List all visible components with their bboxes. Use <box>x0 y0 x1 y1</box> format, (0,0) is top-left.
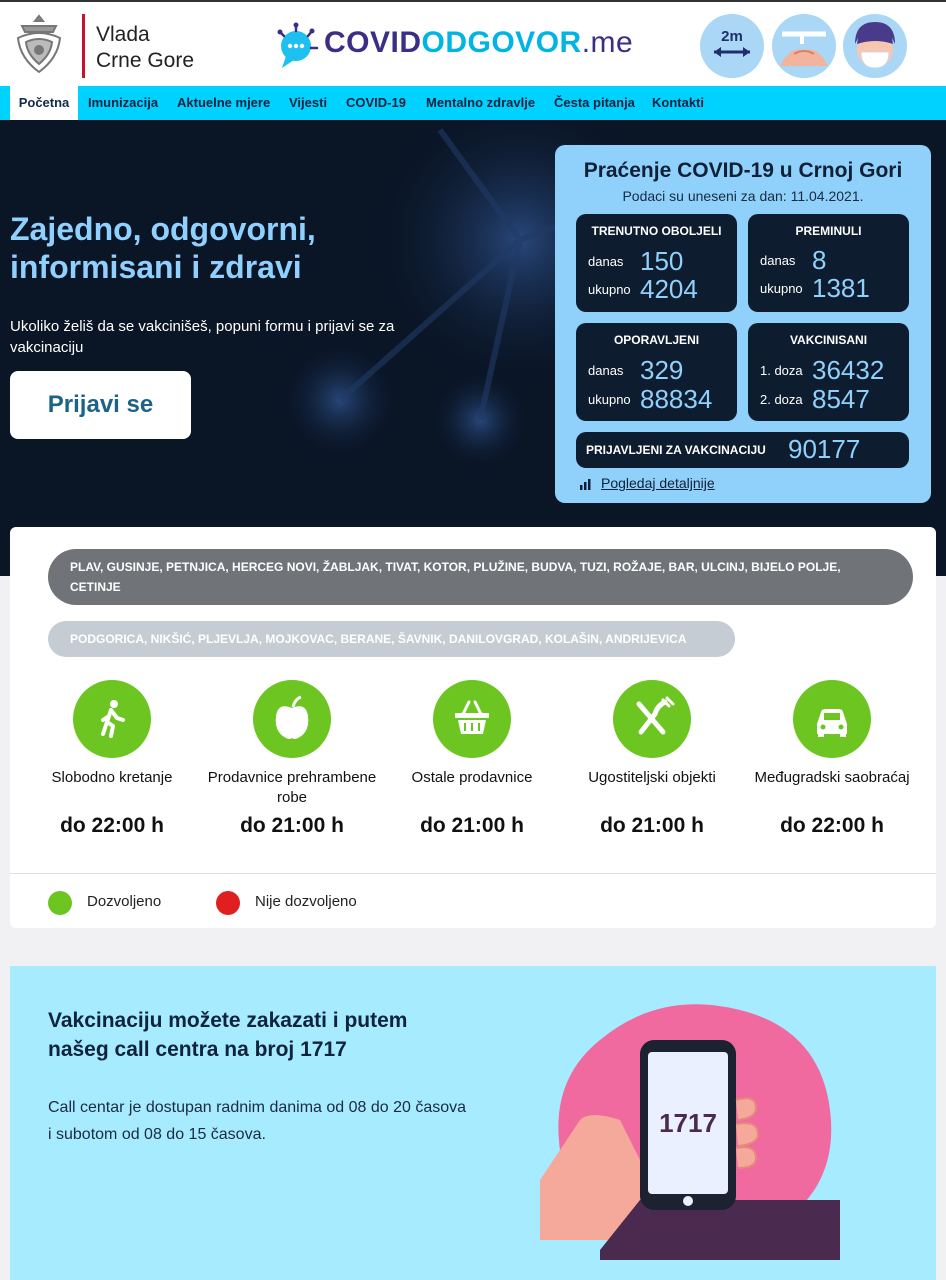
nav-item-covid-19[interactable]: COVID-19 <box>346 95 406 110</box>
measure-item <box>742 680 922 838</box>
measure-item <box>382 680 562 838</box>
main-navigation <box>0 86 946 120</box>
covid-stats-panel <box>555 145 931 503</box>
measure-time: do 22:00 h <box>60 814 164 837</box>
government-name[interactable] <box>96 22 194 74</box>
legend-not-allowed-label: Nije dozvoljeno <box>255 893 357 910</box>
card-vaccinated-label-dose1: 1. doza <box>760 363 803 378</box>
call-center-text <box>48 1094 478 1148</box>
card-recovered-value-total: 88834 <box>640 384 713 414</box>
measure-label: Ugostiteljski objekti <box>588 769 716 786</box>
government-name-line1: Vlada <box>96 23 150 46</box>
card-infected-label-today: danas <box>588 254 624 269</box>
measure-label: Prodavnice prehrambene robe <box>207 769 377 806</box>
card-recovered-label-today: danas <box>588 363 624 378</box>
municipality-group-pill-2[interactable]: PODGORICA, NIKŠIĆ, PLJEVLJA, MOJKOVAC, BERANE, ŠAVNIK, DANILOVGRAD, KOLAŠIN, ANDRIJEVICA <box>48 621 735 657</box>
measure-item <box>562 680 742 838</box>
card-registered-for-vaccination <box>576 432 909 468</box>
virus-chat-bubble-icon <box>276 22 320 70</box>
logo-text <box>324 26 633 60</box>
card-vaccinated-value-dose1: 36432 <box>812 355 885 385</box>
measure-item <box>22 680 202 838</box>
apple-icon <box>253 680 331 758</box>
card-infected-label-total: ukupno <box>588 282 631 297</box>
measure-time: do 21:00 h <box>420 814 524 837</box>
call-center-hours-weekday: Call centar je dostupan radnim danima od 08 do 20 časova <box>48 1099 467 1116</box>
municipality-group-pill-1[interactable]: PLAV, GUSINJE, PETNJICA, HERCEG NOVI, ŽABLJAK, TIVAT, KOTOR, PLUŽINE, BUDVA, TUZI, ROŽAJE, BAR, ULCINJ, BIJELO POLJE, CETINJE <box>48 549 913 605</box>
legend-not-allowed-dot <box>216 891 240 915</box>
legend-allowed-label: Dozvoljeno <box>87 893 162 910</box>
card-infected-value-total: 4204 <box>640 274 698 304</box>
header-separator <box>82 14 85 78</box>
nav-item-cesta-pitanja[interactable]: Česta pitanja <box>554 95 635 110</box>
details-link-text: Pogledaj detaljnije <box>601 475 715 491</box>
site-header <box>0 0 946 86</box>
card-infected-heading: TRENUTNO OBOLJELI <box>591 224 722 238</box>
card-vaccinated-label-dose2: 2. doza <box>760 392 803 407</box>
measure-label: Međugradski saobraćaj <box>754 769 910 786</box>
measure-item <box>202 680 382 838</box>
card-deceased <box>748 214 909 312</box>
distance-label: 2m <box>721 28 743 45</box>
logo-text-domain: .me <box>581 26 634 59</box>
logo-text-odgovor: ODGOVOR <box>421 26 582 59</box>
hero-title: Zajedno, odgovorni, informisani i zdravi <box>10 211 316 285</box>
nav-item-kontakti[interactable]: Kontakti <box>652 95 704 110</box>
call-center-section <box>10 966 936 1280</box>
measure-label: Slobodno kretanje <box>51 769 173 786</box>
measure-time: do 21:00 h <box>600 814 704 837</box>
stats-date: Podaci su uneseni za dan: 11.04.2021. <box>622 188 864 204</box>
card-vaccinated <box>748 323 909 421</box>
measures-divider <box>10 873 936 874</box>
nav-item-imunizacija[interactable]: Imunizacija <box>88 95 159 110</box>
government-name-line2: Crne Gore <box>96 49 195 72</box>
fork-knife-icon <box>613 680 691 758</box>
phone-screen-number: 1717 <box>659 1108 717 1138</box>
card-deceased-label-total: ukupno <box>760 281 803 296</box>
card-recovered-heading: OPORAVLJENI <box>613 333 700 347</box>
logo-text-covid: COVID <box>324 26 422 59</box>
hero-subtitle: Ukoliko želiš da se vakcinišeš, popuni formu i prijavi se za vakcinaciju <box>10 318 395 356</box>
car-icon <box>793 680 871 758</box>
call-center-title: Vakcinaciju možete zakazati i putem našeg call centra na broj 1717 <box>48 1009 408 1061</box>
register-button[interactable]: Prijavi se <box>10 371 191 439</box>
card-deceased-value-today: 8 <box>812 245 827 275</box>
phone-in-hand-illustration <box>540 1000 840 1260</box>
card-deceased-label-today: danas <box>760 253 796 268</box>
montenegro-coat-of-arms-icon[interactable] <box>10 12 68 78</box>
walking-person-icon <box>73 680 151 758</box>
legend-allowed-dot <box>48 891 72 915</box>
card-recovered <box>576 323 737 421</box>
nav-item-aktuelne-mjere[interactable]: Aktuelne mjere <box>177 95 271 110</box>
card-vaccinated-value-dose2: 8547 <box>812 384 870 414</box>
handwashing-icon <box>772 14 836 78</box>
distance-2m-icon <box>700 14 764 78</box>
card-deceased-value-total: 1381 <box>812 273 870 303</box>
call-center-hours-saturday: i subotom od 08 do 15 časova. <box>48 1126 266 1143</box>
card-infected-value-today: 150 <box>640 246 684 276</box>
card-vaccinated-heading: VAKCINISANI <box>789 333 868 347</box>
measure-label: Ostale prodavnice <box>411 769 533 786</box>
registered-value: 90177 <box>788 434 861 464</box>
registered-label: PRIJAVLJENI ZA VAKCINACIJU <box>586 443 766 457</box>
nav-item-mentalno-zdravlje[interactable]: Mentalno zdravlje <box>426 95 536 110</box>
card-deceased-heading: PREMINULI <box>795 224 862 238</box>
card-infected <box>576 214 737 312</box>
card-recovered-value-today: 329 <box>640 355 684 385</box>
basket-icon <box>433 680 511 758</box>
bar-chart-icon <box>579 477 593 491</box>
stats-title: Praćenje COVID-19 u Crnoj Gori <box>583 159 903 182</box>
measure-time: do 22:00 h <box>780 814 884 837</box>
measures-section <box>10 527 936 928</box>
card-recovered-label-total: ukupno <box>588 392 631 407</box>
face-mask-icon <box>843 14 907 78</box>
nav-item-vijesti[interactable]: Vijesti <box>289 95 328 110</box>
details-link[interactable] <box>579 475 715 491</box>
measure-time: do 21:00 h <box>240 814 344 837</box>
nav-item-pocetna[interactable]: Početna <box>10 86 78 120</box>
